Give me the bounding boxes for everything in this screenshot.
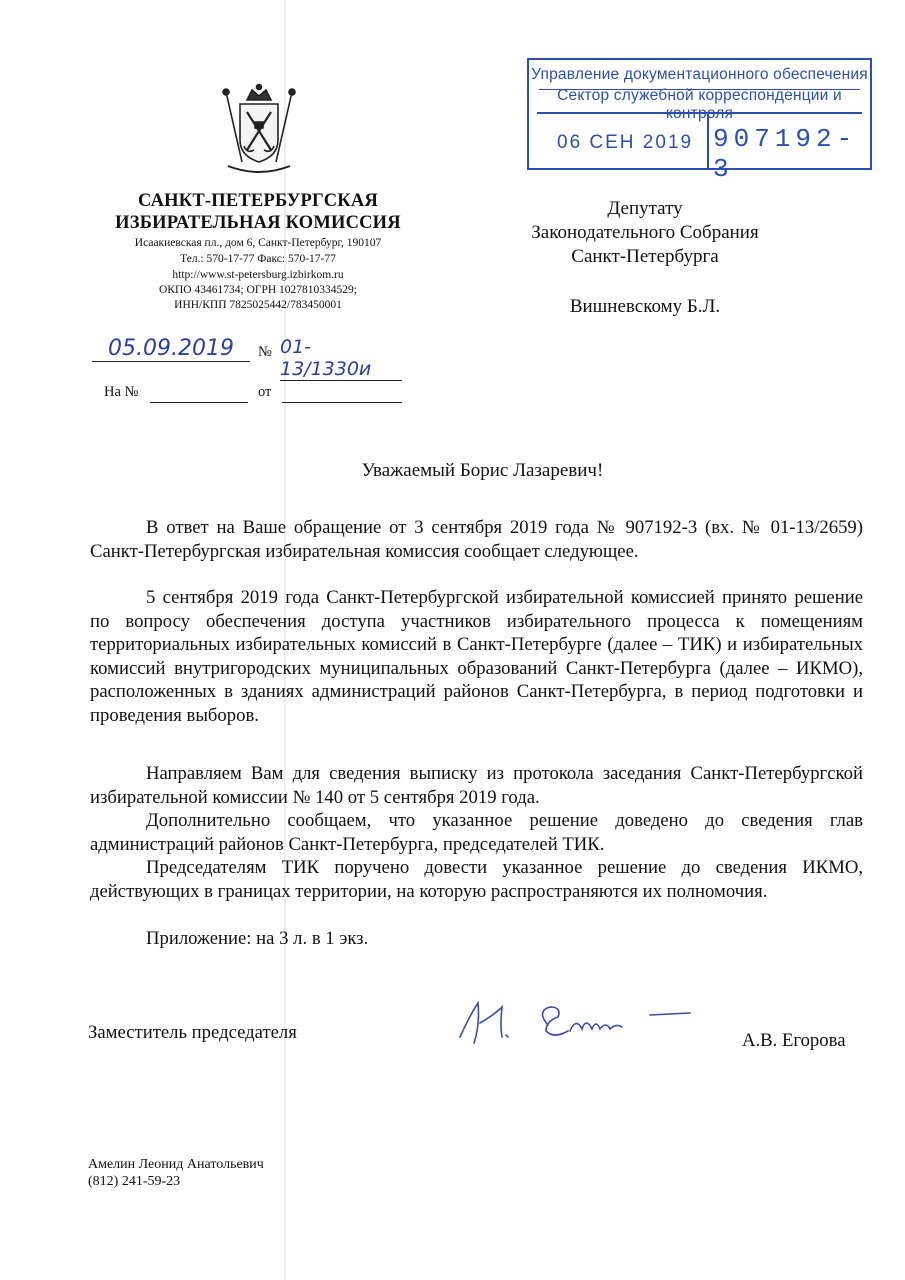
outgoing-date: 05.09.2019 — [92, 336, 250, 362]
paragraph-2: 5 сентября 2019 года Санкт-Петербургской избирательной комиссией принято решение по вопросу обеспечения доступа участников избирательного процесса к помещениям территориальных избирательных комиссий в Санкт-Петербурге (далее – ТИК) и избирательных комиссий внутригородских муниципальных образований Санкт-Петербурга (далее – ИКМО), расположенных в зданиях администраций районов Санкт-Петербурга, в период подготовки и проведения выборов. — [90, 587, 863, 726]
executor-name: Амелин Леонид Анатольевич — [88, 1157, 264, 1172]
organization-phones: Тел.: 570-17-77 Факс: 570-17-77 — [180, 253, 336, 265]
paragraph-3: Направляем Вам для сведения выписку из протокола заседания Санкт-Петербургской избирательной комиссии № 140 от 5 сентября 2019 года. — [90, 763, 863, 808]
reply-from-label: от — [258, 384, 272, 400]
addressee-line-2: Законодательного Собрания — [531, 222, 759, 243]
reply-from-date-field — [282, 384, 402, 403]
stamp-incoming-number: 907192-3 — [713, 124, 858, 184]
paragraph-1: В ответ на Ваше обращение от 3 сентября 2019 года № 907192-3 (вх. № 01-13/2659) Санкт-Петербургская избирательная комиссия сообщает следующее. — [90, 517, 863, 562]
coat-of-arms-emblem — [214, 82, 304, 182]
addressee-name: Вишневскому Б.Л. — [569, 296, 721, 317]
addressee-line-1: Депутату — [607, 198, 683, 219]
stamp-sector: Сектор служебной корреспонденции и контроля — [557, 87, 842, 122]
organization-okpo-ogrn: ОКПО 43461734; ОГРН 1027810334529; — [158, 284, 357, 296]
organization-inn-kpp: ИНН/КПП 7825025442/783450001 — [174, 299, 342, 311]
organization-name-line-2: ИЗБИРАТЕЛЬНАЯ КОМИССИЯ — [115, 213, 401, 233]
stamp-department: Управление документационного обеспечения — [531, 66, 868, 83]
reply-to-number-label: На № — [104, 384, 139, 400]
salutation: Уважаемый Борис Лазаревич! — [361, 460, 604, 481]
attachment-note: Приложение: на 3 л. в 1 экз. — [146, 928, 369, 949]
reply-to-number-field — [150, 384, 248, 403]
signatory-title: Заместитель председателя — [88, 1022, 297, 1043]
registration-stamp — [527, 58, 872, 184]
addressee-line-3: Санкт-Петербурга — [571, 246, 719, 267]
outgoing-number: 01-13/1330и — [280, 336, 402, 381]
outgoing-number-label: № — [258, 344, 272, 360]
organization-name-line-1: САНКТ-ПЕТЕРБУРГСКАЯ — [137, 191, 379, 211]
organization-address: Исаакиевская пл., дом 6, Санкт-Петербург, 190107 — [134, 237, 382, 249]
signatory-name: А.В. Егорова — [742, 1030, 846, 1051]
organization-website: http://www.st-petersburg.izbirkom.ru — [172, 269, 344, 281]
stamp-date: 06 СЕН 2019 — [557, 132, 694, 153]
paragraph-5: Председателям ТИК поручено довести указанное решение до сведения ИКМО, действующих в границах территории, на которую распространяются их полномочия. — [90, 857, 863, 902]
handwritten-signature — [450, 985, 700, 1055]
executor-phone: (812) 241-59-23 — [88, 1174, 181, 1189]
paragraph-4: Дополнительно сообщаем, что указанное решение доведено до сведения глав администраций районов Санкт-Петербурга, председателей ТИК. — [90, 810, 863, 855]
